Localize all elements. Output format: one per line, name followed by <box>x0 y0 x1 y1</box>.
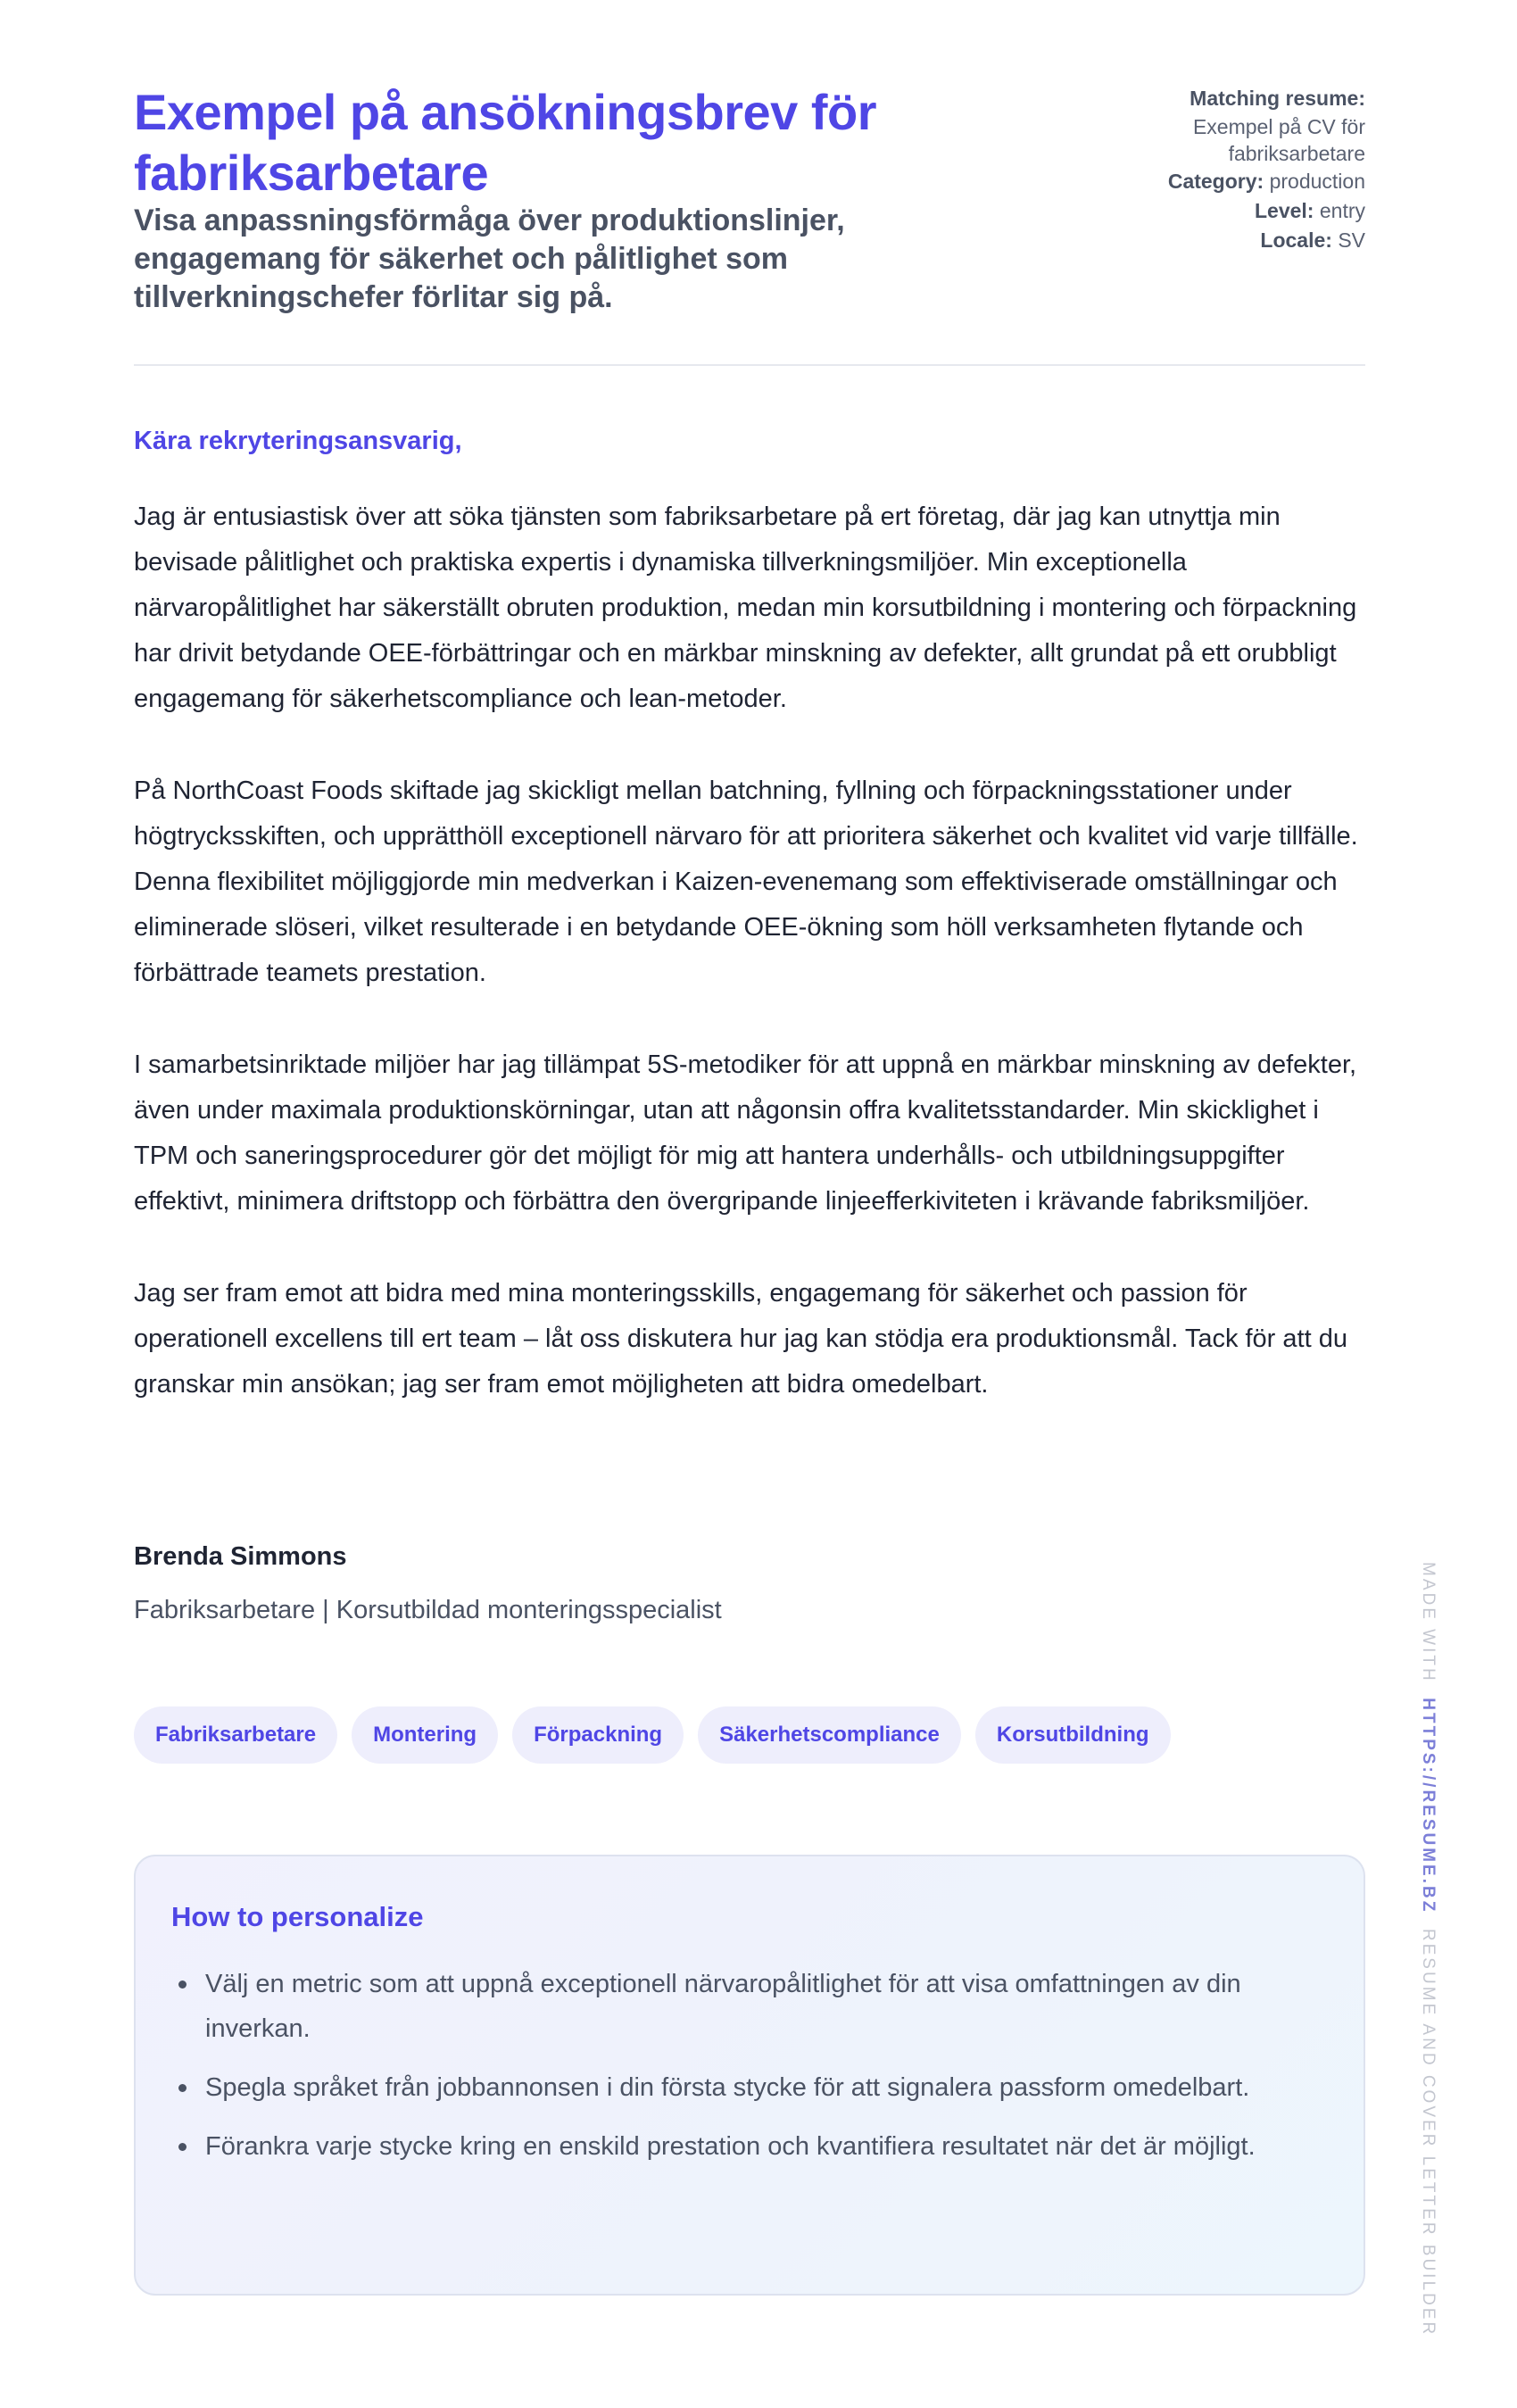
category-label: Category: <box>1167 170 1264 193</box>
personalize-list <box>171 1962 1331 2183</box>
watermark-suffix: RESUME AND COVER LETTER BUILDER <box>1419 1928 1438 2337</box>
watermark-prefix: MADE WITH <box>1419 1562 1438 1683</box>
level-value: entry <box>1319 199 1365 222</box>
personalize-item-text: Spegla språket från jobbannonsen i din första stycke för att signalera passform omedelbart. <box>205 2073 1250 2102</box>
personalize-item <box>171 2065 1331 2110</box>
letter-paragraph: I samarbetsinriktade miljöer har jag tillämpat 5S-metodiker för att uppnå en märkbar minskning av defekter, även under maximala produktionskörningar, utan att någonsin offra kvalitetsstandarder. Min skicklighet i TPM och saneringsprocedurer gör det möjligt för mig att hantera underhålls- och utbildningsuppgifter effektivt, minimera driftstopp och förbättra den övergripande linjeefferkiviteten i krävande fabriksmiljöer. <box>134 1050 1357 1216</box>
letter-paragraph: På NorthCoast Foods skiftade jag skickligt mellan batchning, fyllning och förpackningsstationer under högtrycksskiften, och upprätthöll exceptionell närvaro för att prioritera säkerhet och kvalitet vid varje tillfälle. Denna flexibilitet möjliggjorde min medverkan i Kaizen-evenemang som effektiviserade omställningar och eliminerade slöseri, vilket resulterade i en betydande OEE-ökning som höll verksamheten flytande och förbättrade teamets prestation. <box>134 776 1358 987</box>
personalize-item <box>171 2124 1331 2169</box>
locale-value: SV <box>1338 228 1365 252</box>
matching-resume-link[interactable]: Exempel på CV för fabriksarbetare <box>1192 115 1365 165</box>
matching-resume-label: Matching resume: <box>1190 87 1365 110</box>
tag-chip[interactable]: Montering <box>352 1706 498 1764</box>
personalize-item-text: Välj en metric som att uppnå exceptionell närvaropålitlighet för att visa omfattningen av din inverkan. <box>205 1970 1241 2043</box>
meta-panel <box>1062 84 1365 255</box>
level-row <box>1062 196 1365 226</box>
page-title: Exempel på ansökningsbrev för fabriksarbetare <box>134 84 876 201</box>
category-value: production <box>1269 170 1365 193</box>
tag-chip[interactable]: Säkerhetscompliance <box>698 1706 961 1764</box>
watermark <box>1418 1562 1438 2337</box>
letter-body <box>134 494 1365 1454</box>
personalize-panel <box>134 1855 1365 2296</box>
signature-role: Fabriksarbetare | Korsutbildad monteringsspecialist <box>134 1596 722 1624</box>
signature-name: Brenda Simmons <box>134 1542 347 1571</box>
page-subtitle: Visa anpassningsförmåga över produktionslinjer, engagemang för säkerhet och pålitlighet som tillverkningschefer förlitar sig på. <box>134 203 845 314</box>
personalize-item <box>171 1962 1331 2051</box>
letter-greeting: Kära rekryteringsansvarig, <box>134 427 462 455</box>
bullet-icon <box>178 1980 187 1989</box>
personalize-item-text: Förankra varje stycke kring en enskild prestation och kvantifiera resultatet när det är möjligt. <box>205 2132 1256 2161</box>
category-row <box>1062 167 1365 196</box>
page-header <box>134 82 1365 366</box>
tag-list <box>134 1706 1171 1764</box>
bullet-icon <box>178 2143 187 2151</box>
personalize-title: How to personalize <box>171 1901 424 1932</box>
letter-paragraph: Jag ser fram emot att bidra med mina monteringsskills, engagemang för säkerhet och passion för operationell excellens till ert team – låt oss diskutera hur jag kan stödja era produktionsmål. Tack för att du granskar min ansökan; jag ser fram emot möjligheten att bidra omedelbart. <box>134 1279 1347 1399</box>
letter-paragraph: Jag är entusiastisk över att söka tjänsten som fabriksarbetare på ert företag, där jag kan utnyttja min bevisade pålitlighet och praktiska expertis i dynamiska tillverkningsmiljöer. Min exceptionella närvaropålitlighet har säkerställt obruten produktion, medan min korsutbildning i montering och förpackning har drivit betydande OEE-förbättringar och en märkbar minskning av defekter, allt grundat på ett orubbligt engagemang för säkerhetscompliance och lean-metoder. <box>134 502 1357 713</box>
watermark-link[interactable]: HTTPS://RESUME.BZ <box>1419 1698 1438 1914</box>
tag-chip[interactable]: Korsutbildning <box>975 1706 1171 1764</box>
bullet-icon <box>178 2084 187 2092</box>
level-label: Level: <box>1254 199 1314 222</box>
tag-chip[interactable]: Fabriksarbetare <box>134 1706 337 1764</box>
locale-row <box>1062 226 1365 255</box>
tag-chip[interactable]: Förpackning <box>512 1706 684 1764</box>
locale-label: Locale: <box>1260 228 1332 252</box>
